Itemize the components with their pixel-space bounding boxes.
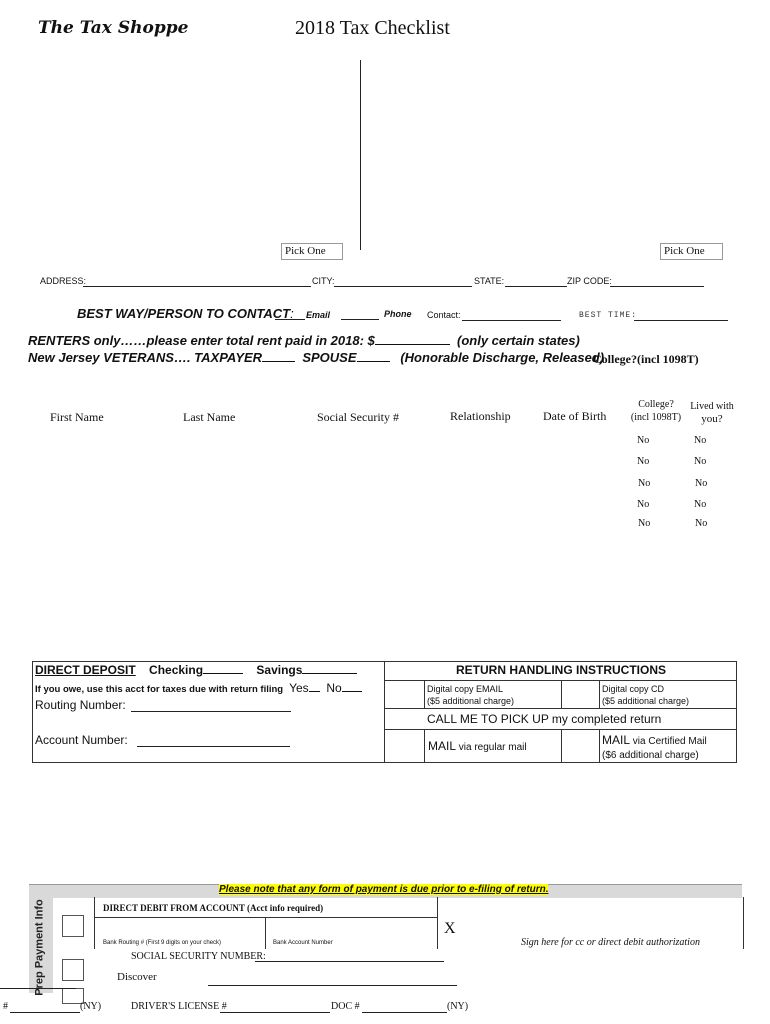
college-select[interactable]: No [637, 499, 650, 510]
page-title: 2018 Tax Checklist [295, 17, 450, 39]
col-last-name: Last Name [183, 410, 236, 424]
renters-line: RENTERS only……please enter total rent paid in 2018: $ (only certain states) [28, 333, 580, 348]
digital-email-option: Digital copy EMAIL ($5 additional charge) [427, 684, 515, 706]
lived-with-select[interactable]: No [694, 435, 707, 446]
best-time-label: BEST TIME: [579, 311, 638, 320]
prep-payment-info-label: Prep Payment Info [33, 899, 46, 996]
account-number-field[interactable] [137, 746, 290, 747]
col-lived-with: Lived with you? [690, 401, 734, 425]
contact-field[interactable] [462, 320, 561, 321]
owe-line: If you owe, use this acct for taxes due with return filing Yes No [35, 681, 362, 695]
mail-certified-option[interactable]: MAIL via Certified Mail ($6 additional charge) [602, 733, 707, 761]
routing-number-field[interactable] [131, 711, 291, 712]
savings-field[interactable] [302, 663, 357, 674]
rent-amount-field[interactable] [375, 333, 450, 345]
payment-notice: Please note that any form of payment is due prior to e-filing of return. [219, 884, 549, 895]
drivers-license-field[interactable] [220, 1012, 330, 1013]
routing-number-label: Routing Number: [35, 698, 126, 712]
phone-blank[interactable] [341, 319, 379, 320]
city-field[interactable] [334, 286, 472, 287]
owe-no-field[interactable] [342, 682, 362, 692]
direct-debit-label: DIRECT DEBIT FROM ACCOUNT (Acct info required) [103, 903, 324, 913]
digital-cd-option: Digital copy CD ($5 additional charge) [602, 684, 690, 706]
signature-x-mark: X [444, 920, 456, 937]
bank-account-caption: Bank Account Number [273, 940, 333, 946]
direct-debit-checkbox[interactable] [62, 915, 84, 937]
account-number-label: Account Number: [35, 733, 128, 747]
address-field[interactable] [83, 286, 311, 287]
doc-label: DOC # [331, 1001, 360, 1012]
college-select[interactable]: No [637, 456, 650, 467]
zip-field[interactable] [610, 286, 704, 287]
email-blank[interactable] [275, 319, 305, 320]
return-handling-title: RETURN HANDLING INSTRUCTIONS [456, 663, 666, 677]
college-select[interactable]: No [637, 435, 650, 446]
sign-here-label: Sign here for cc or direct debit authorization [521, 937, 700, 948]
col-dob: Date of Birth [543, 409, 607, 423]
college-header: College?(incl 1098T) [593, 352, 699, 366]
col-relationship: Relationship [450, 409, 511, 423]
address-label: ADDRESS: [40, 276, 87, 286]
lived-with-select[interactable]: No [694, 499, 707, 510]
signature-field[interactable] [462, 934, 732, 935]
pickup-option[interactable]: CALL ME TO PICK UP my completed return [427, 712, 662, 726]
college-select[interactable]: No [638, 478, 651, 489]
city-label: CITY: [312, 276, 335, 286]
ny-label-1: (NY) [80, 1001, 102, 1012]
bank-routing-caption: Bank Routing # (First 9 digits on your check) [103, 940, 222, 946]
spouse-veteran-field[interactable] [357, 350, 390, 362]
owe-yes-field[interactable] [309, 682, 320, 692]
pick-one-select-right[interactable]: Pick One [660, 243, 723, 260]
doc-field[interactable] [362, 1012, 447, 1013]
zip-label: ZIP CODE: [567, 276, 612, 286]
mail-regular-option[interactable]: MAIL via regular mail [428, 739, 527, 753]
lived-with-select[interactable]: No [695, 478, 708, 489]
contact-label: Contact: [427, 310, 461, 320]
drivers-license-label: DRIVER'S LICENSE # [131, 1001, 227, 1012]
col-ssn: Social Security # [317, 410, 399, 424]
shop-name: The Tax Shoppe [38, 18, 189, 38]
email-option: Email [306, 310, 331, 320]
ssn-label: SOCIAL SECURITY NUMBER: [131, 951, 266, 962]
digital-email-checkbox[interactable] [386, 682, 422, 706]
header-divider [360, 60, 361, 250]
veterans-line: New Jersey VETERANS…. TAXPAYER SPOUSE (Honorable Discharge, Released) [28, 350, 605, 365]
state-field[interactable] [505, 286, 567, 287]
discover-label: Discover [117, 971, 157, 983]
best-way-label: BEST WAY/PERSON TO CONTACT: [77, 306, 294, 321]
check-number-label: # [3, 1001, 8, 1012]
ssn-field[interactable] [255, 961, 444, 962]
card-number-field[interactable] [208, 985, 457, 986]
lived-with-select[interactable]: No [695, 518, 708, 529]
college-select[interactable]: No [638, 518, 651, 529]
pick-one-select-left[interactable]: Pick One [281, 243, 343, 260]
checking-field[interactable] [203, 663, 243, 674]
direct-deposit-line: DIRECT DEPOSIT Checking Savings [35, 663, 357, 677]
phone-option: Phone [384, 309, 412, 319]
digital-cd-checkbox[interactable] [563, 682, 597, 706]
state-label: STATE: [474, 276, 505, 286]
col-college: College? (incl 1098T) [630, 399, 682, 423]
best-time-field[interactable] [634, 320, 728, 321]
check-number-field[interactable] [10, 1012, 80, 1013]
lived-with-select[interactable]: No [694, 456, 707, 467]
taxpayer-veteran-field[interactable] [262, 350, 295, 362]
credit-card-checkbox[interactable] [62, 959, 84, 981]
left-rule [0, 988, 76, 989]
ny-label-2: (NY) [447, 1001, 469, 1012]
col-first-name: First Name [50, 410, 104, 424]
